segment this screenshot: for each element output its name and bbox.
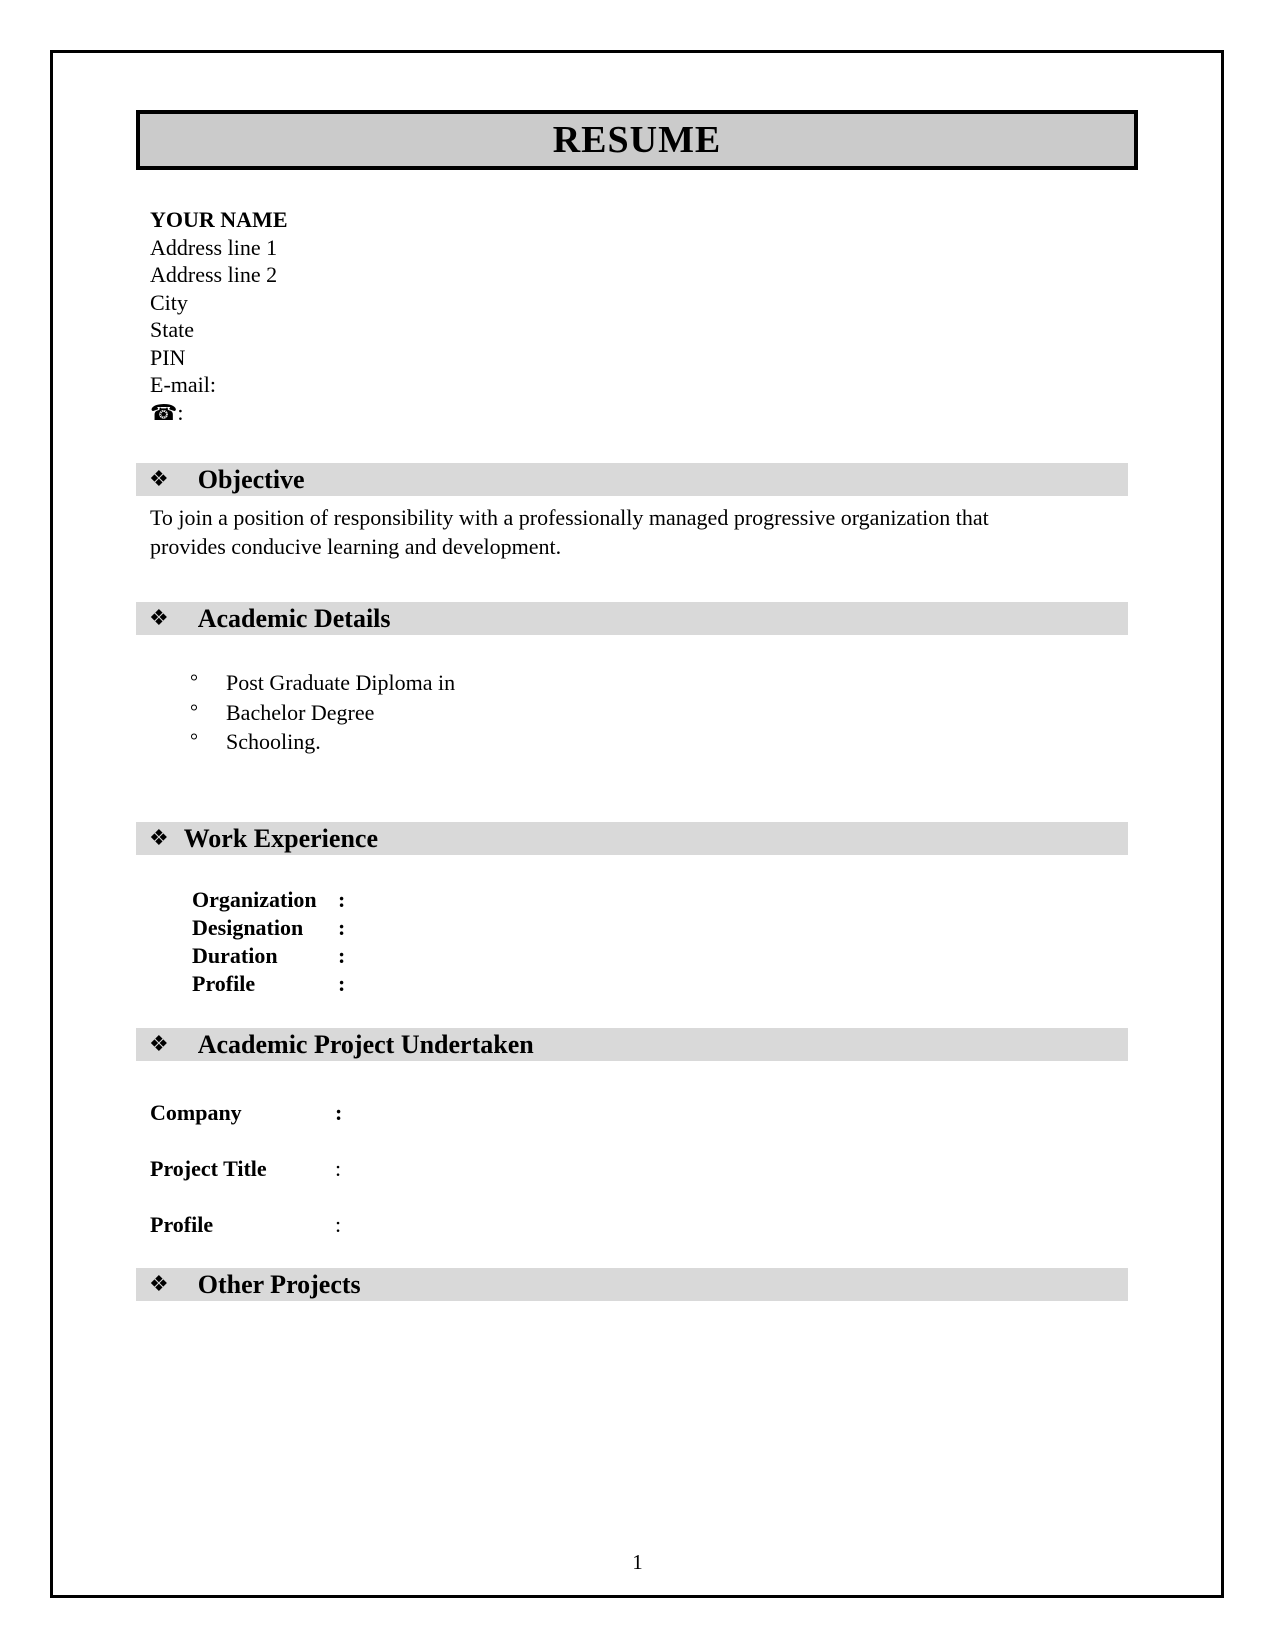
academic-item-pg-diploma: Post Graduate Diploma in <box>226 670 456 695</box>
circle-bullet-icon: ° <box>190 700 198 723</box>
list-item <box>190 727 455 757</box>
section-heading-work-experience: Work Experience <box>183 824 378 853</box>
list-item <box>190 698 455 728</box>
contact-pin: PIN <box>150 344 186 370</box>
contact-email-label: E-mail: <box>150 372 216 397</box>
resume-title: RESUME <box>552 119 722 161</box>
circle-bullet-icon: ° <box>190 671 198 693</box>
field-row-duration <box>192 942 345 970</box>
academic-item-bachelor: Bachelor Degree <box>226 699 375 725</box>
section-bar-objective <box>136 463 1128 496</box>
field-label-profile: Profile <box>192 971 256 996</box>
field-row-project-title <box>150 1155 341 1183</box>
phone-colon: : <box>177 399 184 425</box>
field-label-organization: Organization <box>192 887 317 912</box>
field-row-company <box>150 1099 342 1127</box>
field-colon: : <box>338 915 346 940</box>
field-label-designation: Designation <box>192 915 304 940</box>
diamond-marker-icon: ❖ <box>149 1032 169 1057</box>
contact-phone-line <box>150 399 288 428</box>
field-label-project-profile: Profile <box>150 1212 214 1237</box>
section-bar-academic-project <box>136 1028 1128 1061</box>
objective-body-text: To join a position of responsibility with a professionally managed progressive organization that provides conducive learning and development. <box>150 505 989 559</box>
diamond-marker-icon: ❖ <box>149 826 169 851</box>
page-number: 1 <box>632 1550 643 1574</box>
academic-item-schooling: Schooling. <box>226 729 321 754</box>
field-colon: : <box>338 887 346 912</box>
field-row-profile <box>192 970 345 998</box>
work-experience-fields <box>192 886 345 998</box>
contact-address-line-2: Address line 2 <box>150 262 278 287</box>
circle-bullet-icon: ° <box>190 730 198 752</box>
section-bar-other-projects <box>136 1268 1128 1301</box>
diamond-marker-icon: ❖ <box>149 606 169 631</box>
contact-block <box>150 206 288 427</box>
field-colon: : <box>338 971 346 996</box>
diamond-marker-icon: ❖ <box>149 1272 169 1297</box>
academic-details-list <box>190 668 455 757</box>
field-colon: : <box>335 1156 342 1181</box>
field-colon: : <box>338 943 346 968</box>
section-bar-work-experience <box>136 822 1128 855</box>
telephone-icon: ☎ <box>150 400 178 426</box>
field-row-project-profile <box>150 1211 341 1239</box>
field-label-duration: Duration <box>192 943 278 968</box>
section-heading-other-projects: Other Projects <box>197 1270 361 1299</box>
field-label-company: Company <box>150 1100 242 1125</box>
section-heading-academic-project: Academic Project Undertaken <box>197 1030 534 1059</box>
section-bar-academic-details <box>136 602 1128 635</box>
field-label-project-title: Project Title <box>150 1156 267 1181</box>
contact-name: YOUR NAME <box>150 207 288 232</box>
contact-state: State <box>150 317 194 342</box>
contact-address-line-1: Address line 1 <box>150 234 278 260</box>
diamond-marker-icon: ❖ <box>149 467 169 492</box>
field-colon: : <box>335 1100 343 1125</box>
field-colon: : <box>335 1212 342 1237</box>
list-item <box>190 668 455 698</box>
section-heading-academic-details: Academic Details <box>197 604 391 633</box>
resume-title-box <box>136 110 1138 170</box>
field-row-designation <box>192 914 345 942</box>
section-heading-objective: Objective <box>197 465 305 494</box>
contact-city: City <box>150 289 188 315</box>
field-row-organization <box>192 886 345 914</box>
